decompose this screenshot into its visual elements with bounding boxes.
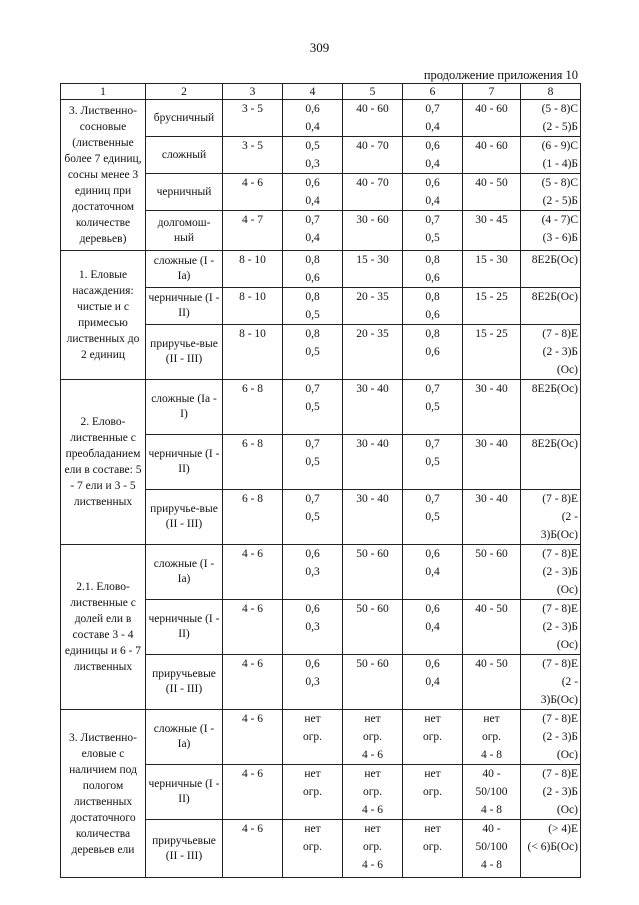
cell-composition: (7 - 8)Е (2 - 3)Б(Ос) bbox=[521, 490, 581, 545]
cell-col6: 0,7 0,5 bbox=[403, 380, 463, 435]
cell-col3: 4 - 6 bbox=[223, 765, 283, 820]
cell-composition: (> 4)Е (< 6)Б(Ос) bbox=[521, 820, 581, 878]
cell-col5: нет огр. 4 - 6 bbox=[343, 765, 403, 820]
column-header: 4 bbox=[283, 84, 343, 100]
cell-col7: 40 - 60 bbox=[463, 100, 521, 137]
group-label: 3. Лиственно-сосновые (лиственные более 7 единиц, сосны менее 3 единиц при достаточном количестве деревьев) bbox=[61, 100, 146, 251]
cell-col6: 0,6 0,4 bbox=[403, 655, 463, 710]
cell-col7: 50 - 60 bbox=[463, 545, 521, 600]
cell-col3: 3 - 5 bbox=[223, 100, 283, 137]
cell-col6: 0,7 0,5 bbox=[403, 211, 463, 251]
cell-col5: 30 - 40 bbox=[343, 380, 403, 435]
forest-type: черничные (I - II) bbox=[146, 435, 223, 490]
column-header: 7 bbox=[463, 84, 521, 100]
cell-composition: (7 - 8)Е (2 - 3)Б (Ос) bbox=[521, 765, 581, 820]
cell-composition: 8Е2Б(Ос) bbox=[521, 435, 581, 490]
cell-col4: 0,6 0,4 bbox=[283, 100, 343, 137]
column-header: 1 bbox=[61, 84, 146, 100]
cell-composition: (4 - 7)С (3 - 6)Б bbox=[521, 211, 581, 251]
forest-type: черничные (I - II) bbox=[146, 288, 223, 325]
table-row bbox=[61, 100, 581, 137]
forest-type: сложные (I - Ia) bbox=[146, 710, 223, 765]
cell-col7: 30 - 40 bbox=[463, 380, 521, 435]
cell-col7: 30 - 40 bbox=[463, 490, 521, 545]
cell-col3: 4 - 6 bbox=[223, 545, 283, 600]
cell-col4: 0,6 0,4 bbox=[283, 174, 343, 211]
cell-composition: 8Е2Б(Ос) bbox=[521, 380, 581, 435]
cell-col7: 40 - 50/100 4 - 8 bbox=[463, 820, 521, 878]
forest-type: приручьевые (II - III) bbox=[146, 655, 223, 710]
forest-type: сложные (I - Ia) bbox=[146, 251, 223, 288]
cell-col6: нет огр. bbox=[403, 820, 463, 878]
cell-col5: 30 - 40 bbox=[343, 435, 403, 490]
cell-col4: 0,8 0,6 bbox=[283, 251, 343, 288]
cell-col3: 8 - 10 bbox=[223, 325, 283, 380]
cell-col7: 15 - 25 bbox=[463, 325, 521, 380]
forest-type: черничные (I - II) bbox=[146, 600, 223, 655]
cell-col3: 4 - 7 bbox=[223, 211, 283, 251]
cell-col5: 50 - 60 bbox=[343, 655, 403, 710]
cell-col4: 0,8 0,5 bbox=[283, 325, 343, 380]
cell-composition: (7 - 8)Е (2 - 3)Б (Ос) bbox=[521, 710, 581, 765]
cell-col3: 4 - 6 bbox=[223, 600, 283, 655]
cell-col7: 40 - 50 bbox=[463, 174, 521, 211]
cell-col7: 40 - 50 bbox=[463, 600, 521, 655]
forest-type: приручье-вые (II - III) bbox=[146, 490, 223, 545]
cell-col5: 50 - 60 bbox=[343, 600, 403, 655]
cell-col3: 4 - 6 bbox=[223, 710, 283, 765]
cell-composition: (5 - 8)С (2 - 5)Б bbox=[521, 174, 581, 211]
table-row bbox=[61, 710, 581, 765]
cell-col5: 30 - 60 bbox=[343, 211, 403, 251]
header-row bbox=[61, 84, 581, 100]
cell-col6: 0,6 0,4 bbox=[403, 137, 463, 174]
forest-type: сложный bbox=[146, 137, 223, 174]
cell-col4: 0,6 0,3 bbox=[283, 545, 343, 600]
cell-composition: (7 - 8)Е (2 - 3)Б(Ос) bbox=[521, 655, 581, 710]
cell-col6: нет огр. bbox=[403, 765, 463, 820]
cell-col6: 0,6 0,4 bbox=[403, 600, 463, 655]
cell-col7: 15 - 25 bbox=[463, 288, 521, 325]
table-row bbox=[61, 380, 581, 435]
cell-col7: 30 - 40 bbox=[463, 435, 521, 490]
cell-col5: нет огр. 4 - 6 bbox=[343, 710, 403, 765]
cell-col5: 40 - 70 bbox=[343, 174, 403, 211]
column-header: 3 bbox=[223, 84, 283, 100]
forest-type: черничные (I - II) bbox=[146, 765, 223, 820]
forest-table bbox=[60, 83, 581, 878]
cell-col7: 40 - 60 bbox=[463, 137, 521, 174]
forest-type: черничный bbox=[146, 174, 223, 211]
cell-composition: (6 - 9)С (1 - 4)Б bbox=[521, 137, 581, 174]
cell-col3: 4 - 6 bbox=[223, 174, 283, 211]
cell-col4: 0,6 0,3 bbox=[283, 655, 343, 710]
cell-col7: нет огр. 4 - 8 bbox=[463, 710, 521, 765]
cell-col7: 40 - 50 bbox=[463, 655, 521, 710]
cell-col4: 0,6 0,3 bbox=[283, 600, 343, 655]
cell-col4: 0,5 0,3 bbox=[283, 137, 343, 174]
cell-col3: 6 - 8 bbox=[223, 380, 283, 435]
cell-col6: 0,8 0,6 bbox=[403, 288, 463, 325]
group-label: 1. Еловые насаждения: чистые и с примесью лиственных до 2 единиц bbox=[61, 251, 146, 380]
forest-type: брусничный bbox=[146, 100, 223, 137]
cell-col5: 50 - 60 bbox=[343, 545, 403, 600]
cell-col6: 0,6 0,4 bbox=[403, 174, 463, 211]
cell-col5: 20 - 35 bbox=[343, 288, 403, 325]
cell-composition: (5 - 8)С (2 - 5)Б bbox=[521, 100, 581, 137]
cell-composition: (7 - 8)Е (2 - 3)Б (Ос) bbox=[521, 545, 581, 600]
cell-col4: 0,7 0,4 bbox=[283, 211, 343, 251]
cell-col5: 40 - 60 bbox=[343, 100, 403, 137]
cell-composition: 8Е2Б(Ос) bbox=[521, 288, 581, 325]
cell-col4: нет огр. bbox=[283, 820, 343, 878]
cell-col3: 3 - 5 bbox=[223, 137, 283, 174]
cell-col4: нет огр. bbox=[283, 710, 343, 765]
cell-col4: 0,7 0,5 bbox=[283, 490, 343, 545]
forest-type: сложные (I - Ia) bbox=[146, 545, 223, 600]
cell-col4: нет огр. bbox=[283, 765, 343, 820]
cell-col6: 0,6 0,4 bbox=[403, 545, 463, 600]
cell-col4: 0,8 0,5 bbox=[283, 288, 343, 325]
cell-col4: 0,7 0,5 bbox=[283, 380, 343, 435]
cell-col7: 15 - 30 bbox=[463, 251, 521, 288]
cell-col3: 8 - 10 bbox=[223, 288, 283, 325]
forest-type: долгомош-ный bbox=[146, 211, 223, 251]
cell-col6: 0,7 0,5 bbox=[403, 435, 463, 490]
table-row bbox=[61, 545, 581, 600]
cell-col7: 40 - 50/100 4 - 8 bbox=[463, 765, 521, 820]
cell-composition: (7 - 8)Е (2 - 3)Б (Ос) bbox=[521, 325, 581, 380]
cell-col5: нет огр. 4 - 6 bbox=[343, 820, 403, 878]
column-header: 8 bbox=[521, 84, 581, 100]
cell-col6: 0,7 0,5 bbox=[403, 490, 463, 545]
column-header: 6 bbox=[403, 84, 463, 100]
cell-col6: 0,8 0,6 bbox=[403, 251, 463, 288]
cell-col3: 6 - 8 bbox=[223, 435, 283, 490]
column-header: 5 bbox=[343, 84, 403, 100]
cell-col6: нет огр. bbox=[403, 710, 463, 765]
group-label: 3. Лиственно-еловые с наличием под пологом лиственных достаточного количества деревьев ели bbox=[61, 710, 146, 878]
continuation-label: продолжение приложения 10 bbox=[423, 68, 578, 82]
cell-composition: 8Е2Б(Ос) bbox=[521, 251, 581, 288]
cell-col3: 4 - 6 bbox=[223, 820, 283, 878]
group-label: 2. Елово-лиственные с преобладанием ели в составе: 5 - 7 ели и 3 - 5 лиственных bbox=[61, 380, 146, 545]
cell-col3: 8 - 10 bbox=[223, 251, 283, 288]
cell-col6: 0,8 0,6 bbox=[403, 325, 463, 380]
cell-col5: 40 - 70 bbox=[343, 137, 403, 174]
cell-col5: 20 - 35 bbox=[343, 325, 403, 380]
page-number: 309 bbox=[309, 40, 330, 55]
cell-composition: (7 - 8)Е (2 - 3)Б (Ос) bbox=[521, 600, 581, 655]
forest-type: приручьевые (II - III) bbox=[146, 820, 223, 878]
forest-type: приручье-вые (II - III) bbox=[146, 325, 223, 380]
cell-col4: 0,7 0,5 bbox=[283, 435, 343, 490]
cell-col3: 6 - 8 bbox=[223, 490, 283, 545]
group-label: 2.1. Елово-лиственные с долей ели в составе 3 - 4 единицы и 6 - 7 лиственных bbox=[61, 545, 146, 710]
cell-col3: 4 - 6 bbox=[223, 655, 283, 710]
cell-col5: 15 - 30 bbox=[343, 251, 403, 288]
table-row bbox=[61, 251, 581, 288]
cell-col6: 0,7 0,4 bbox=[403, 100, 463, 137]
cell-col5: 30 - 40 bbox=[343, 490, 403, 545]
cell-col7: 30 - 45 bbox=[463, 211, 521, 251]
forest-type: сложные (Ia - I) bbox=[146, 380, 223, 435]
column-header: 2 bbox=[146, 84, 223, 100]
